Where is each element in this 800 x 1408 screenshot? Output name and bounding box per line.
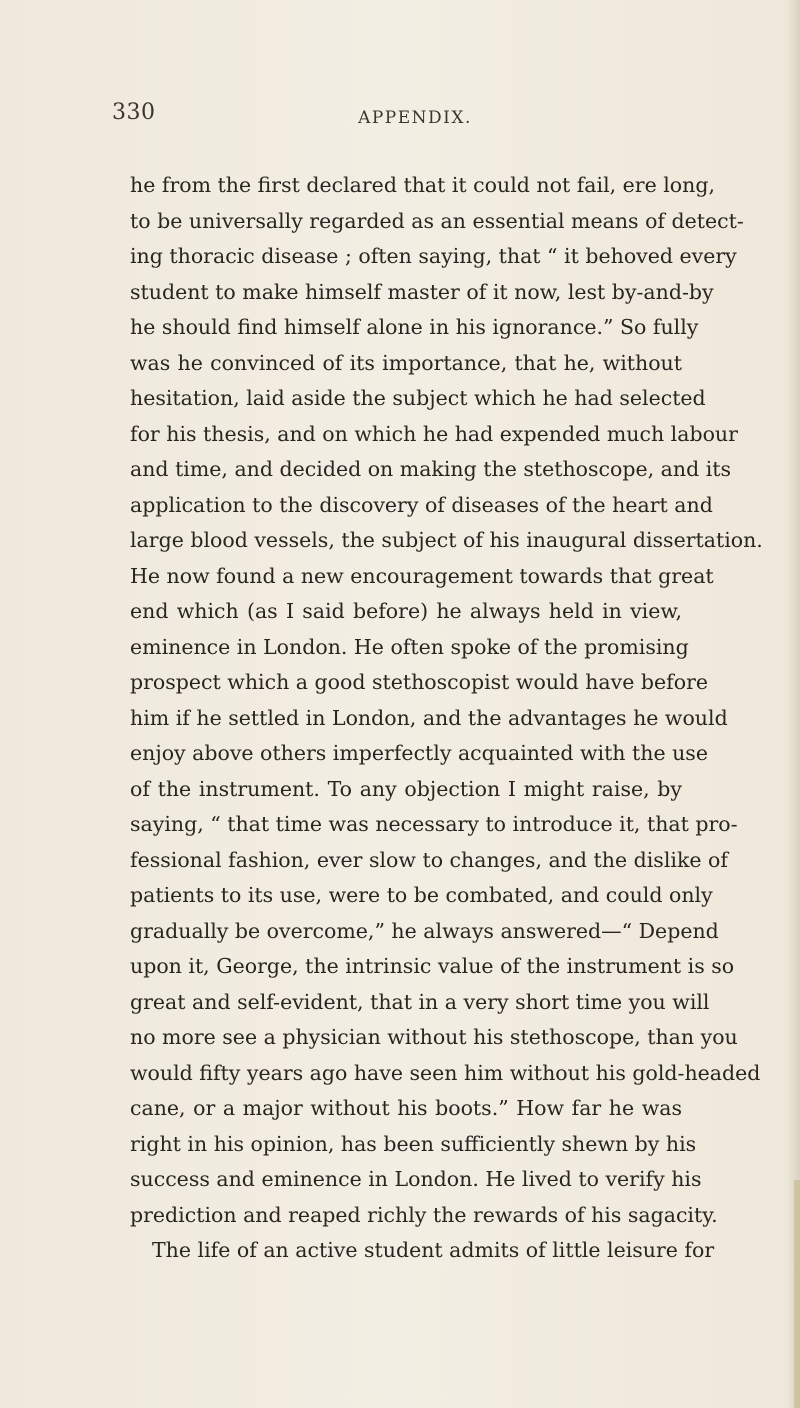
- text-line: right in his opinion, has been sufficiently shewn by his: [130, 1131, 697, 1156]
- text-line: application to the discovery of diseases of the heart and: [130, 492, 713, 517]
- text-line: end which (as I said before) he always held in view,: [130, 599, 682, 623]
- text-line: was he convinced of its importance, that he, without: [130, 350, 682, 375]
- text-line: he should find himself alone in his ignorance.” So fully: [130, 315, 699, 339]
- text-line: student to make himself master of it now, lest by-and-by: [130, 279, 714, 304]
- text-line: ing thoracic disease ; often saying, that “ it behoved every: [130, 244, 737, 268]
- text-line: of the instrument. To any objection I might raise, by: [130, 776, 682, 801]
- text-line: gradually be overcome,” he always answered—“ Depend: [130, 918, 719, 943]
- text-line: him if he settled in London, and the advantages he would: [130, 705, 728, 730]
- body-text: [130, 168, 763, 1269]
- text-line: He now found a new encouragement towards that great: [130, 563, 714, 588]
- text-line: and time, and decided on making the stethoscope, and its: [130, 457, 732, 481]
- running-head: APPENDIX.: [358, 108, 472, 128]
- text-line: would fifty years ago have seen him without his gold-headed: [130, 1060, 761, 1085]
- text-line: no more see a physician without his stethoscope, than you: [130, 1025, 738, 1049]
- text-line: upon it, George, the intrinsic value of the instrument is so: [130, 954, 735, 978]
- text-line: enjoy above others imperfectly acquainted with the use: [130, 741, 708, 765]
- text-line: great and self-evident, that in a very short time you will: [130, 989, 710, 1014]
- text-line: patients to its use, were to be combated, and could only: [130, 883, 713, 907]
- text-line: he from the first declared that it could not fail, ere long,: [130, 173, 715, 197]
- text-line: to be universally regarded as an essential means of detect-: [130, 208, 744, 233]
- text-line: fessional fashion, ever slow to changes, and the dislike of: [130, 847, 728, 872]
- text-line: eminence in London. He often spoke of the promising: [130, 634, 689, 659]
- text-line: for his thesis, and on which he had expended much labour: [130, 421, 738, 446]
- text-line: hesitation, laid aside the subject which he had selected: [130, 386, 706, 410]
- text-line: prospect which a good stethoscopist would have before: [130, 670, 708, 694]
- page-number: 330: [112, 100, 156, 125]
- text-line: prediction and reaped richly the rewards of his sagacity.: [130, 1202, 718, 1227]
- page-edge-stain: [794, 1180, 800, 1408]
- text-line: success and eminence in London. He lived to verify his: [130, 1167, 702, 1191]
- text-line: cane, or a major without his boots.” How far he was: [130, 1096, 682, 1120]
- text-line: saying, “ that time was necessary to introduce it, that pro-: [130, 812, 738, 836]
- text-line: The life of an active student admits of little leisure for: [152, 1238, 715, 1262]
- text-line: large blood vessels, the subject of his inaugural dissertation.: [130, 528, 763, 552]
